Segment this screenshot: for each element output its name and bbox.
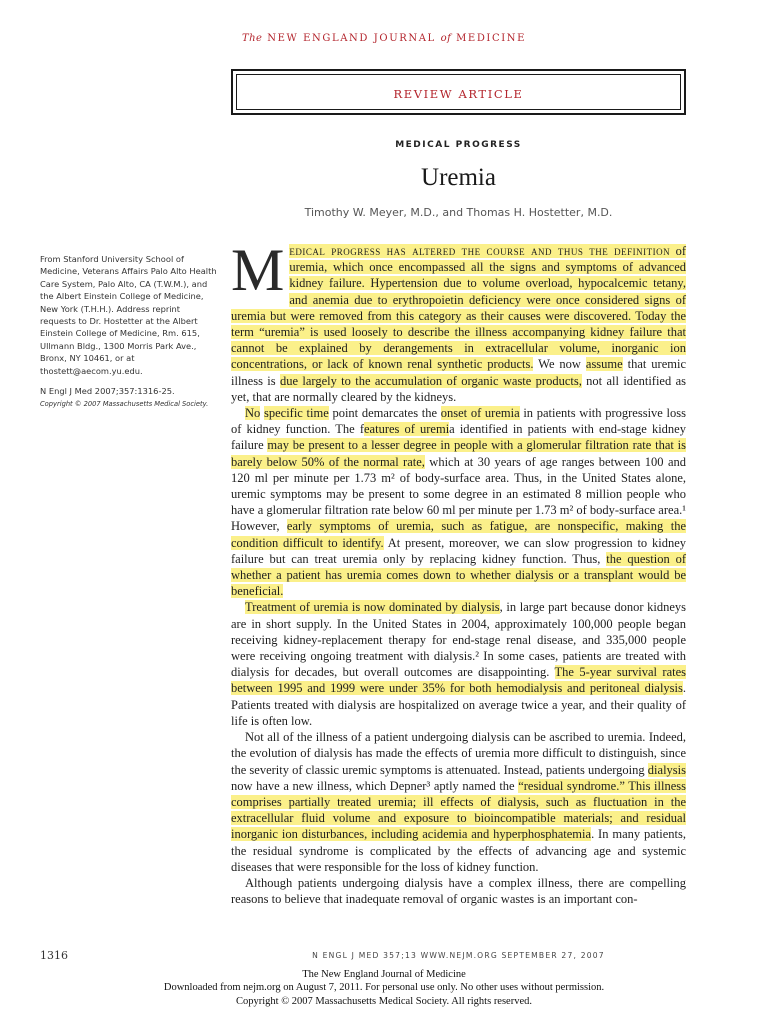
lead-in-smallcaps: edical progress has altered the course and thus the definition xyxy=(289,244,671,258)
footer-citation: N ENGL J MED 357;13 WWW.NEJM.ORG SEPTEMBER 27, 2007 xyxy=(312,951,605,960)
text-run: not all identified as yet, that are normally cleared by the kidneys. xyxy=(231,373,686,404)
text-run: Not all of the illness of a patient undergoing dialysis can be ascribed to uremia. Indeed, the evolution of dialysis has made the effects of uremia more difficult to distinguish, since the severity of classic uremic symptoms is attenuated. Instead, patients undergoing xyxy=(231,730,686,777)
highlighted-text: The 5-year survival rates between 1995 and 1999 were under 35% for both hemodialysis and peritoneal dialysis xyxy=(231,665,687,696)
text-run: We now xyxy=(533,357,586,372)
text-run: . In many patients, the residual syndrome is complicated by the effects of advancing age and systemic diseases that were responsible for the loss of kidney function. xyxy=(231,827,686,874)
sidebar-copyright: Copyright © 2007 Massachusetts Medical Society. xyxy=(40,400,209,409)
download-notice-permission: Downloaded from nejm.org on August 7, 2011. For personal use only. No other uses without permission. xyxy=(163,982,605,994)
paragraph-3 xyxy=(231,599,686,729)
text-run: . Patients treated with dialysis are hospitalized on average twice a year, and their quality of life is often low. xyxy=(231,681,686,728)
drop-cap: M xyxy=(231,237,285,303)
journal-header-of: of xyxy=(440,33,452,44)
paragraph-4 xyxy=(231,729,686,875)
text-run: now have a new illness, which Depner³ aptly named the xyxy=(231,778,519,793)
journal-header-medicine: MEDICINE xyxy=(456,33,527,44)
article-type-banner xyxy=(231,69,686,115)
highlighted-text: of uremia, which once encompassed all the signs and symptoms of advanced kidney failure. Hypertension due to volume overload, hypocalcemic tetany, and anemia due to erythropoietin deficiency were once considered signs of uremia but were removed from this category as their causes were discovered. Today the term “uremia” is used loosely to describe the illness accompanying kidney failure that cannot be explained by derangements in extracellular volume, inorganic ion concentrations, or lack of known renal synthetic products. xyxy=(231,244,686,372)
text-run: that uremic illness is xyxy=(231,357,687,388)
article-body xyxy=(231,237,687,907)
highlighted-text: due largely to the accumulation of organic waste products, xyxy=(279,373,582,388)
affiliation-note: From Stanford University School of Medicine, Veterans Affairs Palo Alto Health Care System, Palo Alto, CA (T.W.M.), and the Albert Einstein College of Medicine, New York (T.H.H.). Address reprint requests to Dr. Hostetter at the Albert Einstein College of Medicine, Rm. 615, Ullmann Bldg., 1300 Morris Park Ave., Bronx, NY 10461, or at thostett@aecom.yu.edu. xyxy=(40,254,217,376)
text-run: a identified in patients with end-stage kidney failure xyxy=(231,422,686,453)
text-run: point demarcates the xyxy=(328,406,441,421)
highlighted-text: specific time xyxy=(263,406,329,421)
paragraph-1 xyxy=(231,237,687,405)
section-label: MEDICAL PROGRESS xyxy=(395,140,522,150)
text-run: in patients with progressive loss of kidney function. The f xyxy=(231,406,686,437)
highlighted-text: early symptoms of uremia, such as fatigue, are nonspecific, making the condition difficult to identify. xyxy=(231,519,687,550)
highlighted-text: the question of whether a patient has uremia comes down to whether dialysis or a transplant would be beneficial. xyxy=(231,551,686,599)
highlighted-text: assume xyxy=(585,357,623,372)
author-info-sidebar xyxy=(40,253,218,411)
journal-header-name: NEW ENGLAND JOURNAL xyxy=(267,33,436,44)
journal-header-the: The xyxy=(241,33,263,44)
author-line: Timothy W. Meyer, M.D., and Thomas H. Hostetter, M.D. xyxy=(304,206,613,219)
page-number: 1316 xyxy=(40,949,68,962)
article-type-label: REVIEW ARTICLE xyxy=(393,87,524,101)
journal-header xyxy=(0,33,768,44)
text-run: , in large part because donor kidneys are in short supply. In the United States in 2004, approximately 100,000 people began receiving kidney-replacement therapy for end-stage renal disease, and 335,000 people were receiving ongoing treatment with dialysis.² In some cases, patients are treated with dialysis for decades, but overall outcomes are disappointing. xyxy=(231,600,686,680)
highlighted-text: “residual syndrome.” This illness comprises partially treated uremia; ill effects of dialysis, such as fluctuation in the extracellular fluid volume and exposure to bioincompatible materials; and residual inorganic ion disturbances, including acidemia and hyperphosphatemia xyxy=(231,778,687,842)
highlighted-text: No xyxy=(245,406,261,421)
download-notice xyxy=(0,968,768,1008)
highlighted-text: may be present to a lesser degree in people with a glomerular filtration rate that is barely below 50% of the normal rate, xyxy=(231,438,686,469)
text-run: At present, moreover, we can slow progression to kidney failure but can treat uremia only by replacing kidney function. Thus, xyxy=(231,535,687,566)
highlighted-text: dialysis xyxy=(647,762,686,777)
paragraph-5: Although patients undergoing dialysis have a complex illness, there are compelling reasons to believe that inadequate removal of organic wastes is an important con- xyxy=(231,875,686,907)
highlighted-text: onset of uremia xyxy=(440,406,520,421)
highlighted-text: Treatment of uremia is now dominated by dialysis xyxy=(245,600,500,615)
text-run: which at 30 years of age ranges between 100 and 120 ml per minute per 1.73 m² of body-surface area. Thus, in the United States alone, uremic symptoms may be present to some degree in an estimated 8 million people who have a glomerular filtration rate below 60 ml per minute per 1.73 m² of body-surface area.¹ However, xyxy=(231,454,686,534)
highlighted-text: eatures of uremi xyxy=(364,422,450,437)
citation: N Engl J Med 2007;357:1316-25. xyxy=(40,386,175,397)
paragraph-2 xyxy=(231,405,686,599)
highlight xyxy=(231,237,686,372)
article-title: Uremia xyxy=(421,164,496,191)
download-notice-journal: The New England Journal of Medicine xyxy=(302,969,466,980)
page-footer xyxy=(0,949,768,969)
download-notice-copyright: Copyright © 2007 Massachusetts Medical Society. All rights reserved. xyxy=(236,995,532,1007)
